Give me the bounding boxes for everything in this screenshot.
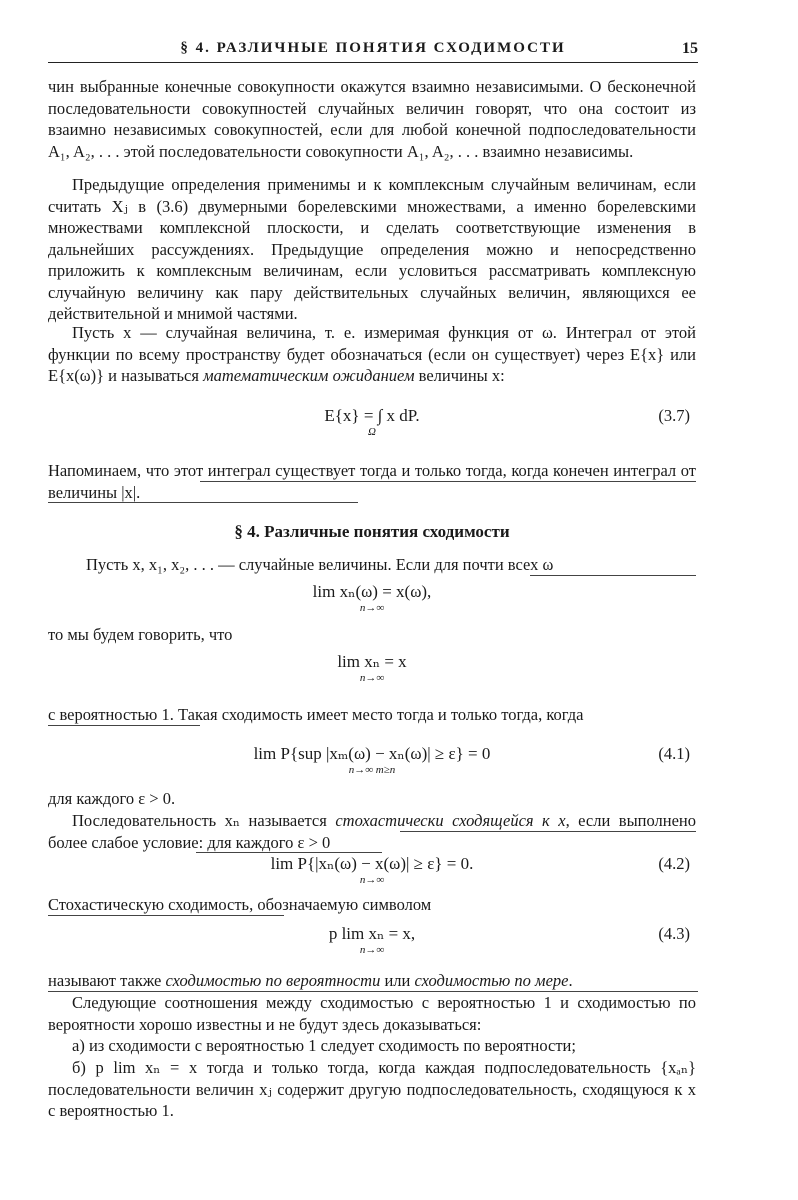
pencil-underline: [400, 831, 696, 832]
pencil-underline: [48, 502, 358, 503]
paragraph-each-epsilon: для каждого ε > 0.: [48, 789, 176, 808]
paragraph-convergence-names: [48, 970, 696, 992]
section-title: § 4. Различные понятия сходимости: [234, 522, 510, 541]
term-stochastic-convergence: стохастически сходящейся к x: [335, 811, 566, 830]
header-rule: [48, 62, 698, 63]
formula-4-1-expr: lim P{sup |xₘ(ω) − xₙ(ω)| ≥ ε} = 0: [253, 744, 491, 763]
formula-4-3-expr: p lim xₙ = x,: [328, 924, 416, 943]
paragraph-we-say: то мы будем говорить, что: [48, 625, 233, 644]
page-header: [48, 36, 698, 66]
formula-4-2-under: n→∞: [359, 874, 385, 886]
pencil-underline: [48, 725, 200, 726]
formula-3-7-domain: Ω: [368, 426, 376, 438]
formula-lim-simple: [48, 652, 696, 692]
paragraph-probability-one: с вероятностью 1. Такая сходимость имеет место тогда и только тогда, когда: [48, 705, 584, 724]
list-item-a: а) из сходимости с вероятностью 1 следует сходимость по вероятности;: [72, 1036, 576, 1055]
paragraph-independence: чин выбранные конечные совокупности окажутся взаимно независимыми. О бесконечной последовательности совокупностей случайных величин говорят, что она состоит из взаимно независимых совокупностей, если для любой конечной подпоследовательности A₁, A₂, . . . этой последовательности совокупности A₁, A₂, . . . взаимно независимы.: [48, 77, 696, 161]
equation-number-4-1: (4.1): [658, 744, 690, 763]
pencil-underline: [48, 915, 284, 916]
equation-number-4-3: (4.3): [658, 924, 690, 943]
formula-4-2-expr: lim P{|xₙ(ω) − x(ω)| ≥ ε} = 0.: [270, 854, 474, 873]
formula-lim-simple-under: n→∞: [359, 672, 385, 684]
formula-lim-simple-expr: lim xₙ = x: [337, 652, 407, 671]
formula-4-1: [48, 744, 696, 784]
pencil-underline: [196, 852, 382, 853]
term-expectation: математическим ожиданием: [203, 366, 415, 385]
list-item-b: б) p lim xₙ = x тогда и только тогда, когда каждая подпоследовательность {xₐₙ} последовательности величин xⱼ содержит другую подпоследовательность, сходящуюся к x с вероятностью 1.: [48, 1058, 696, 1120]
term-convergence-probability: сходимостью по вероятности: [165, 971, 381, 990]
names-text-start: называют также: [48, 971, 166, 990]
pencil-underline: [200, 481, 696, 482]
running-title: § 4. РАЗЛИЧНЫЕ ПОНЯТИЯ СХОДИМОСТИ: [180, 40, 566, 56]
page-number: 15: [682, 40, 698, 57]
formula-lim-pointwise-under: n→∞: [359, 602, 385, 614]
equation-number-4-2: (4.2): [658, 854, 690, 873]
paragraph-random-variables: Пусть x, x₁, x₂, . . . — случайные величины. Если для почти всех ω: [86, 555, 554, 574]
formula-lim-pointwise-expr: lim xₙ(ω) = x(ω),: [312, 582, 432, 601]
names-text-mid: или: [380, 971, 415, 990]
pencil-underline: [530, 575, 696, 576]
equation-number-3-7: (3.7): [658, 406, 690, 425]
paragraph-integral-note: Напоминаем, что этот интеграл существует тогда и только тогда, когда конечен интеграл от величины |x|.: [48, 461, 696, 502]
formula-4-3: [48, 924, 696, 964]
stochastic-text-end: , если выполнено более слабое условие: для каждого ε > 0: [48, 811, 696, 852]
expectation-text-start: Пусть x — случайная величина, т. е. измеримая функция от ω. Интеграл от этой функции по всему пространству будет обозначаться (если он существует) через E{x} или E{x(ω)} и называться: [48, 323, 696, 385]
formula-4-3-under: n→∞: [359, 944, 385, 956]
paragraph-relations: Следующие соотношения между сходимостью с вероятностью 1 и сходимостью по вероятности хорошо известны и не будут здесь доказываться:: [48, 993, 696, 1034]
paragraph-stochastic-symbol: Стохастическую сходимость, обозначаемую символом: [48, 895, 432, 914]
formula-4-1-under: n→∞ m≥n: [348, 764, 396, 776]
paragraph-complex-variables: Предыдущие определения применимы и к комплексным случайным величинам, если считать Xⱼ в (3.6) двумерными борелевскими множествами, а именно борелевскими множествами комплексной плоскости, и сделать соответствующие изменения в дальнейших рассуждениях. Предыдущие определения можно и непосредственно приложить к комплексным величинам, если условиться рассматривать комплексную случайную величину как пару действительных случайных величин, являющихся ее действительной и мнимой частями.: [48, 175, 696, 323]
stochastic-text-start: Последовательность xₙ называется: [72, 811, 336, 830]
formula-3-7-expr: E{x} = ∫ x dP.: [324, 406, 420, 425]
formula-3-7: [48, 406, 696, 446]
formula-lim-pointwise: [48, 582, 696, 622]
names-text-end: .: [568, 971, 573, 990]
term-convergence-measure: сходимостью по мере: [414, 971, 569, 990]
formula-4-2: [48, 854, 696, 894]
paragraph-expectation: [48, 322, 696, 387]
expectation-text-end: величины x:: [414, 366, 505, 385]
